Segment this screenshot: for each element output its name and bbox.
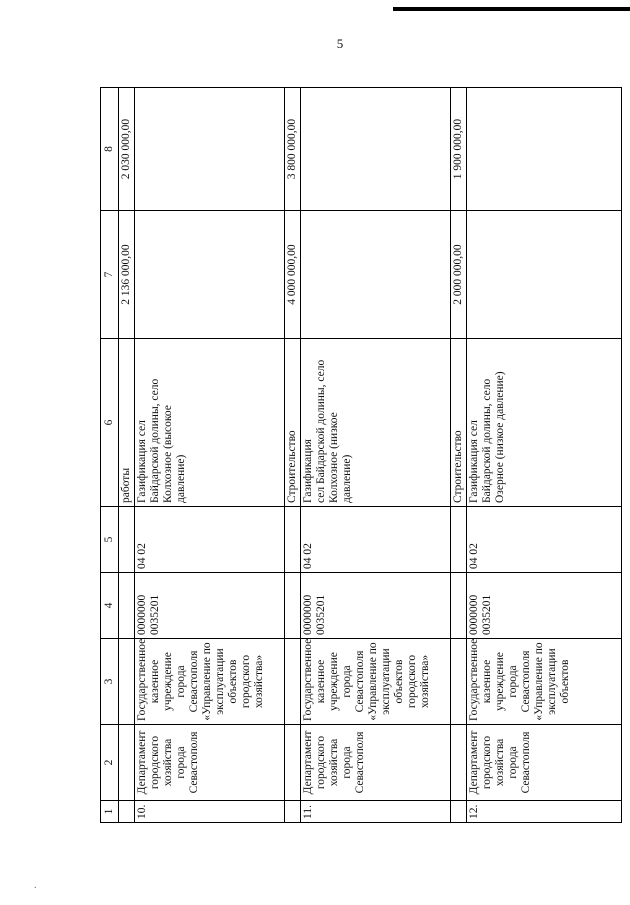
cell-amount-7-empty bbox=[301, 211, 451, 339]
cell-amount-7-empty bbox=[467, 211, 622, 339]
table-row bbox=[467, 88, 622, 823]
cell-amount-8: 2 030 000,00 bbox=[119, 88, 135, 211]
cell-code: 0000000 0035201 bbox=[301, 573, 451, 639]
cell-description: Газификация сел Байдарской долины, село Колхозное (высокое давление) bbox=[135, 339, 285, 507]
cell-section: 04 02 bbox=[301, 507, 451, 573]
cell-amount-7-empty bbox=[135, 211, 285, 339]
cell-amount-8-empty bbox=[135, 88, 285, 211]
budget-table bbox=[100, 87, 622, 823]
cell-amount-8: 1 900 000,00 bbox=[451, 88, 467, 211]
table-row-sub bbox=[119, 88, 135, 823]
header-col-2: 2 bbox=[101, 725, 119, 801]
cell-section: 04 02 bbox=[135, 507, 285, 573]
cell-type: Строительство bbox=[451, 339, 467, 507]
cell-num: 11. bbox=[301, 801, 451, 823]
stray-mark: . bbox=[34, 880, 37, 891]
cell-institution: Государственное казенное учреждение города Севастополя «Управление по эксплуатации объектов городского хозяйства» bbox=[135, 639, 285, 725]
cell-amount-8-empty bbox=[301, 88, 451, 211]
header-col-6: 6 bbox=[101, 339, 119, 507]
cell-description: Газификация сел Байдарской долины, село Колхозное (низкое давление) bbox=[301, 339, 451, 507]
cell-type: Строительство bbox=[285, 339, 301, 507]
page-number: 5 bbox=[336, 36, 344, 51]
cell-amount-8-empty bbox=[467, 88, 622, 211]
cell-amount-7: 4 000 000,00 bbox=[285, 211, 301, 339]
cell-amount-7: 2 000 000,00 bbox=[451, 211, 467, 339]
cell-department: Департамент городского хозяйства города Севастополя bbox=[135, 725, 285, 801]
cell-amount-7: 2 136 000,00 bbox=[119, 211, 135, 339]
table-row bbox=[135, 88, 285, 823]
table-row-sub bbox=[285, 88, 301, 823]
header-col-7: 7 bbox=[101, 211, 119, 339]
top-rule bbox=[393, 7, 630, 11]
header-col-4: 4 bbox=[101, 573, 119, 639]
cell-department: Департамент городского хозяйства города Севастополя bbox=[301, 725, 451, 801]
cell-institution: Государственное казенное учреждение города Севастополя «Управление по эксплуатации объектов городского хозяйства» bbox=[301, 639, 451, 725]
table-row-sub bbox=[451, 88, 467, 823]
header-col-5: 5 bbox=[101, 507, 119, 573]
header-col-3: 3 bbox=[101, 639, 119, 725]
cell-type: работы bbox=[119, 339, 135, 507]
cell-code: 0000000 0035201 bbox=[135, 573, 285, 639]
cell-institution: Государственное казенное учреждение города Севастополя «Управление по эксплуатации объектов bbox=[467, 639, 622, 725]
rotated-table-container bbox=[100, 88, 622, 823]
header-col-8: 8 bbox=[101, 88, 119, 211]
cell-num: 10. bbox=[135, 801, 285, 823]
cell-description: Газификация сел Байдарской долины, село Озерное (низкое давление) bbox=[467, 339, 622, 507]
cell-num: 12. bbox=[467, 801, 622, 823]
header-col-1: 1 bbox=[101, 801, 119, 823]
table-row bbox=[301, 88, 451, 823]
cell-amount-8: 3 800 000,00 bbox=[285, 88, 301, 211]
cell-department: Департамент городского хозяйства города Севастополя bbox=[467, 725, 622, 801]
header-row bbox=[101, 88, 119, 823]
cell-section: 04 02 bbox=[467, 507, 622, 573]
cell-code: 0000000 0035201 bbox=[467, 573, 622, 639]
